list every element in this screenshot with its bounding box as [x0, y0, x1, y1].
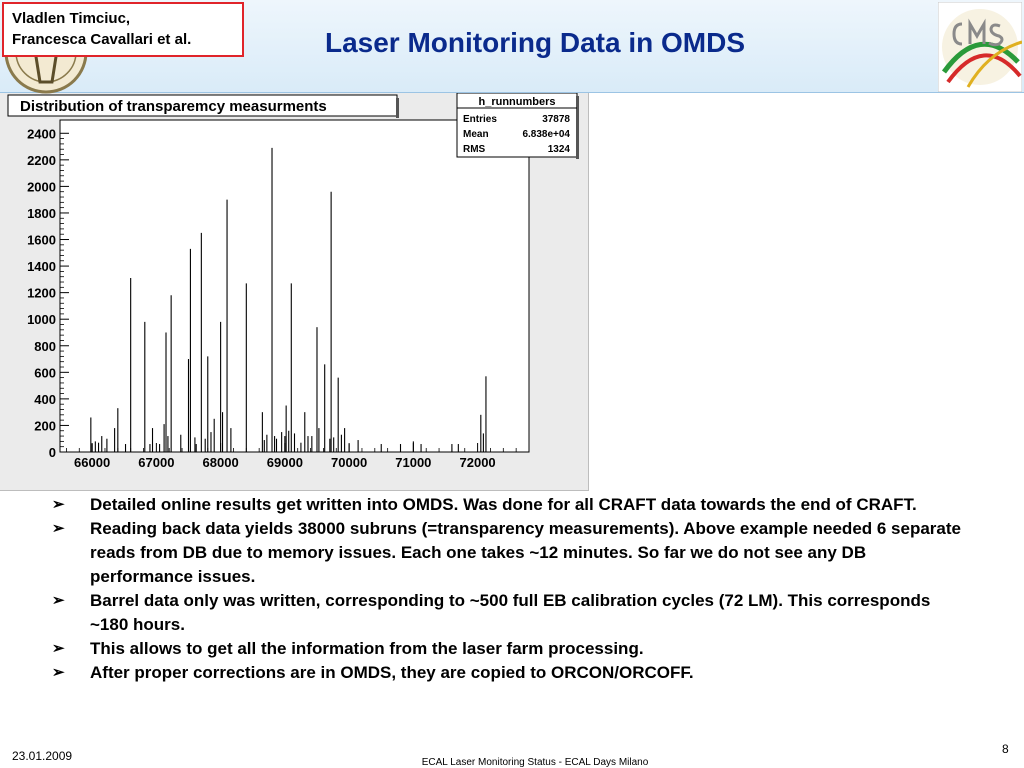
stats-value-rms: 1324: [547, 144, 570, 155]
y-tick-label: 2000: [27, 179, 56, 195]
page-number: 8: [1002, 742, 1009, 756]
x-tick-label: 70000: [331, 455, 368, 470]
y-tick-label: 0: [48, 445, 56, 460]
bullet-text: Barrel data only was written, corresponding to ~500 full EB calibration cycles (72 LM). This corresponds ~180 hours.: [90, 591, 931, 634]
y-tick-label: 200: [34, 418, 56, 434]
x-tick-label: 66000: [74, 455, 111, 470]
y-tick-label: 1400: [27, 259, 56, 275]
x-tick-label: 72000: [459, 455, 496, 470]
authors-box: [2, 2, 244, 57]
stats-value-entries: 37878: [542, 114, 570, 125]
y-tick-label: 600: [34, 365, 56, 381]
bullet-item: [50, 589, 970, 637]
bullet-item: [50, 517, 970, 589]
bullet-arrow-icon: ➢: [52, 592, 65, 609]
x-tick-label: 67000: [138, 455, 175, 470]
authors-line-1: Vladlen Timciuc,: [12, 10, 131, 27]
stats-box: [457, 93, 579, 159]
stats-label-rms: RMS: [463, 144, 486, 155]
stats-box-name: h_runnumbers: [478, 96, 556, 108]
y-tick-label: 2400: [27, 126, 56, 142]
bullet-list: [50, 493, 970, 685]
stats-label-mean: Mean: [463, 129, 489, 140]
stats-value-mean: 6.838e+04: [522, 129, 570, 140]
bullet-item: [50, 493, 970, 517]
histogram-panel: [0, 93, 589, 491]
footer-date: 23.01.2009: [12, 749, 73, 763]
x-tick-label: 68000: [202, 455, 239, 470]
y-tick-label: 2200: [27, 152, 56, 168]
bullet-arrow-icon: ➢: [52, 496, 65, 513]
authors-line-2: Francesca Cavallari et al.: [12, 31, 192, 48]
slide-title: Laser Monitoring Data in OMDS: [324, 27, 746, 58]
x-tick-label: 71000: [395, 455, 432, 470]
histogram-plot: [0, 93, 588, 490]
bullet-text: Reading back data yields 38000 subruns (=transparency measurements). Above example needed 6 separate reads from DB due to memory issues. Each one takes ~12 minutes. So far we do not see any DB performance issues.: [90, 519, 961, 586]
footer-center-text: ECAL Laser Monitoring Status - ECAL Days Milano: [421, 757, 649, 768]
y-tick-label: 1800: [27, 205, 56, 221]
bullet-item: [50, 637, 970, 661]
y-tick-label: 1600: [27, 232, 56, 248]
bullet-arrow-icon: ➢: [52, 520, 65, 537]
y-tick-label: 1000: [27, 312, 56, 328]
bullet-text: Detailed online results get written into OMDS. Was done for all CRAFT data towards the end of CRAFT.: [90, 495, 917, 514]
bullet-arrow-icon: ➢: [52, 664, 65, 681]
cms-logo-icon: [938, 2, 1022, 92]
y-tick-label: 400: [34, 391, 56, 407]
bullet-text: This allows to get all the information from the laser farm processing.: [90, 639, 644, 658]
y-tick-label: 800: [34, 338, 56, 354]
bullet-text: After proper corrections are in OMDS, they are copied to ORCON/ORCOFF.: [90, 663, 694, 682]
bullet-arrow-icon: ➢: [52, 640, 65, 657]
x-tick-label: 69000: [266, 455, 303, 470]
y-tick-label: 1200: [27, 285, 56, 301]
stats-label-entries: Entries: [463, 114, 497, 125]
bullet-item: [50, 661, 970, 685]
chart-title: Distribution of transparemcy measurments: [20, 98, 327, 115]
